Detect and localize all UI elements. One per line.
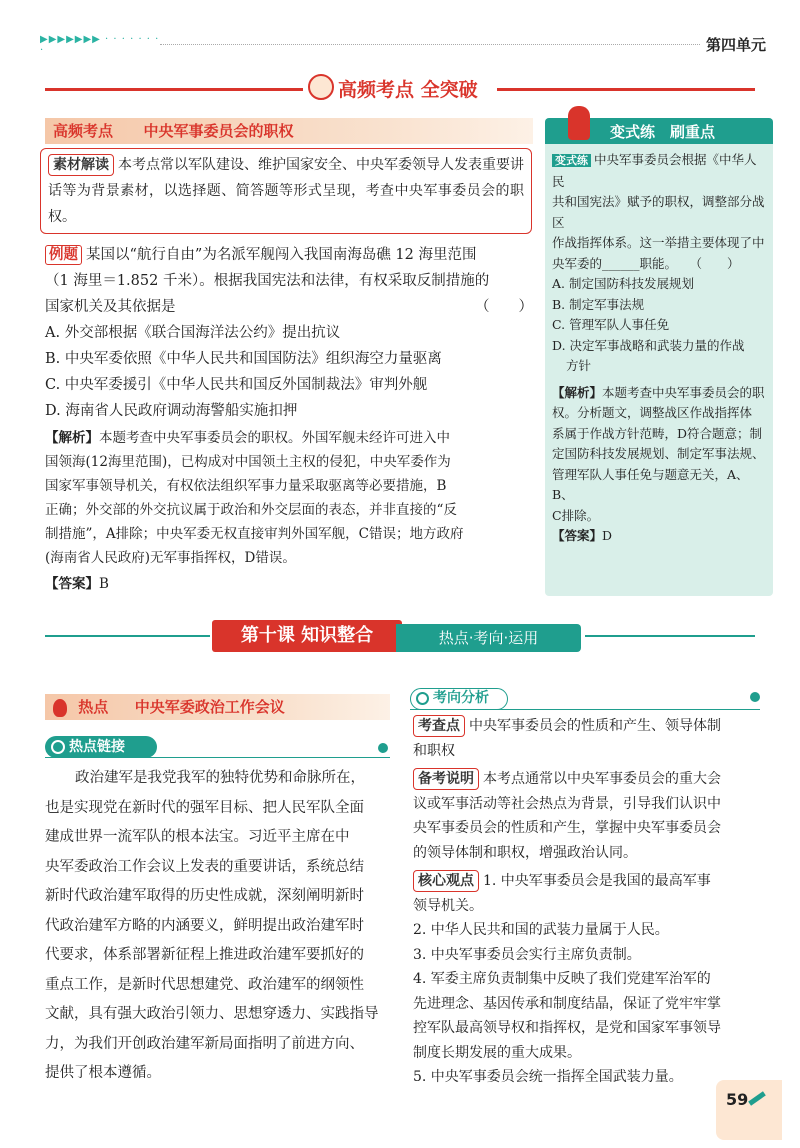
header-dots: ▶▶▶▶▶▶▶ · · · · · · · · [40,34,160,56]
hotspot-title: 中央军委政治工作会议 [134,698,285,716]
header-rule [160,44,700,45]
example-analysis-5: (海南省人民政府)无军事指挥权，D错误。 [45,550,296,566]
example-analysis-3: 正确；外交部的外交抗议属于政治和外交层面的表态，并非直接的“反 [45,502,457,518]
hexin-8: 5. 中央军事委员会统一指挥全国武装力量。 [413,1069,683,1085]
example-stem-0: 某国以“航行自由”为名派军舰闯入我国南海岛礁 12 海里范围 [86,247,477,263]
practice-option-a: A. 制定国防科技发展规划 [552,276,694,291]
hexin-1: 领导机关。 [413,897,483,914]
beikao-2: 央军事委员会的性质和产生，掌握中央军事委员会 [413,820,721,836]
practice-analysis-4: 管理军队人事任免与题意无关，A、B、 [552,466,749,502]
practice-analysis-2: 系属于作战方针范畴，D符合题意；制 [552,425,763,441]
lesson-banner-title: 第十课 知识整合 [212,620,402,652]
flame-icon [53,699,67,717]
topic-title: 中央军事委员会的职权 [143,122,294,140]
banner-line-left [45,88,303,91]
beikao-3: 的领导体制和职权，增强政治认同。 [413,844,637,861]
hotspot-link-title: 热点链接 [69,739,125,755]
practice-stem-2: 作战指挥体系。这一举措主要体现了中 [552,235,765,250]
hotspot-line-8: 文献，具有强大政治引领力、思想穿透力、实践指导 [45,1006,379,1022]
practice-title: 变式练 刷重点 [610,123,716,141]
link-chevron-icon [378,743,388,753]
hotspot-line-4: 新时代政治建军取得的历史性成就，深刻阐明新时 [45,888,364,904]
section-banner-title: 高频考点 全突破 [338,79,478,101]
link-icon [51,740,65,754]
compass-icon [416,692,429,705]
practice-analysis-5: C排除。 [552,507,600,523]
hotspot-line-6: 代要求，体系部署新征程上推进政治建军要抓好的 [45,947,364,963]
hotspot-link-pill [45,736,157,758]
lesson-banner-subtitle: 热点·考向·运用 [396,624,581,652]
banner-icon [308,74,334,100]
practice-option-b: B. 制定军事法规 [552,296,645,312]
material-tag: 素材解读 [48,154,114,176]
practice-analysis-0: 本题考查中央军事委员会的职 [602,384,765,400]
topic-label: 高频考点 [53,122,114,140]
practice-body [552,150,768,547]
hotspot-line-5: 代政治建军方略的内涵要义，鲜明提出政治建军时 [45,917,364,934]
example-option-b: B. 中央军委依照《中华人民共和国国防法》组织海空力量驱离 [45,351,442,367]
hotspot-paragraph [45,764,390,1089]
example-stem-2: 国家机关及其依据是 [45,299,176,315]
practice-answer: D [602,528,613,543]
hexin-5: 先进理念、基因传承和制度结晶，保证了党牢牢掌 [413,995,721,1012]
example-option-c: C. 中央军委援引《中华人民共和国反外国制裁法》审判外舰 [45,377,428,393]
beikao-0: 本考点通常以中央军事委员会的重大会 [483,771,721,787]
hotspot-line-1: 也是实现党在新时代的强军目标、把人民军队全面 [45,799,364,816]
practice-stem-3: 央军委的______职能。 （ ） [552,255,740,271]
hotspot-line-10: 提供了根本遵循。 [45,1065,161,1081]
hotspot-line-3: 央军委政治工作会议上发表的重要讲话，系统总结 [45,858,364,875]
hexin-4: 4. 军委主席负责制集中反映了我们党建军治军的 [413,971,711,987]
practice-option-c: C. 管理军队人事任免 [552,317,670,332]
hotspot-bar [45,694,390,720]
hexin-7: 制度长期发展的重大成果。 [413,1044,581,1061]
hotspot-line-9: 力，为我们开创政治建军新局面指明了前进方向、 [45,1035,364,1052]
example-option-d: D. 海南省人民政府调动海警船实施扣押 [45,403,298,419]
beikao-tag: 备考说明 [413,768,479,790]
analysis-chevron-icon [750,692,760,702]
example-block [45,242,533,596]
hexin-6: 控军队最高领导权和指挥权，是党和国家军事领导 [413,1020,721,1036]
example-analysis-1: 国领海(12海里范围)，已构成对中国领土主权的侵犯，中央军委作为 [45,454,451,470]
practice-answer-label: 【答案】 [552,528,603,543]
hotspot-line-7: 重点工作，是新时代思想建党、政治建军的纲领性 [45,976,364,993]
practice-stem-1: 共和国宪法》赋予的职权，调整部分战区 [552,194,765,230]
practice-stem-0: 中央军事委员会根据《中华人民 [552,152,757,189]
example-option-a: A. 外交部根据《联合国海洋法公约》提出抗议 [45,325,341,341]
lesson-line-right [585,635,755,637]
example-bracket: （ ） [475,299,533,315]
material-text: 素材解读 本考点常以军队建设、维护国家安全、中央军委领导人发表重要讲话等为背景素材，以选择题、简答题等形式呈现，考查中央军事委员会的职权。 [48,152,524,230]
practice-tag: 变式练 [552,154,591,167]
kaochadian-1: 和职权 [413,742,455,759]
example-analysis-4: 制措施”，A排除；中央军委无权直接审判外国军舰，C错误；地方政府 [45,526,464,542]
example-answer-label: 【答案】 [45,576,99,592]
example-analysis-0: 本题考查中央军事委员会的职权。外国军舰未经许可进入中 [99,430,450,446]
example-analysis-2: 国家军事领导机关，有权依法组织军事力量采取驱离等必要措施，B [45,478,447,494]
hotspot-line-2: 建成世界一流军队的根本法宝。习近平主席在中 [45,829,350,845]
kaochadian-0: 中央军事委员会的性质和产生、领导体制 [469,718,721,734]
analysis-body [413,714,763,1090]
hotspot-label: 热点 [78,698,109,716]
kaochadian-tag: 考查点 [413,715,465,737]
practice-analysis-label: 【解析】 [552,384,603,400]
practice-option-d: D. 决定军事战略和武装力量的作战 [552,337,745,353]
practice-option-d-cont: 方针 [566,358,592,373]
lesson-line-left [45,635,210,637]
practice-analysis-3: 定国防科技发展规划、制定军事法规、 [552,446,765,461]
hexin-2: 2. 中华人民共和国的武装力量属于人民。 [413,922,669,938]
example-stem-1: （1 海里＝1.852 千米）。根据我国宪法和法律，有权采取反制措施的 [45,273,490,289]
page-number: 59 [726,1090,749,1109]
example-tag: 例题 [45,245,82,265]
hexin-0: 1. 中央军事委员会是我国的最高军事 [483,873,711,889]
hexin-3: 3. 中央军事委员会实行主席负责制。 [413,946,641,963]
practice-icon [568,106,590,140]
analysis-title: 考向分析 [433,690,489,706]
page-number-tab [716,1080,782,1140]
hotspot-line-0: 政治建军是我党我军的独特优势和命脉所在， [75,770,365,786]
hexin-tag: 核心观点 [413,870,479,892]
example-answer: B [99,576,109,592]
analysis-title-pill [410,688,508,710]
unit-label: 第四单元 [706,36,767,54]
beikao-1: 议或军事活动等社会热点为背景，引导我们认识中 [413,795,721,812]
practice-analysis-1: 权。分析题文，调整战区作战指挥体 [552,405,753,420]
topic-bar [45,118,533,144]
example-analysis-label: 【解析】 [45,430,99,446]
banner-line-right [497,88,755,91]
